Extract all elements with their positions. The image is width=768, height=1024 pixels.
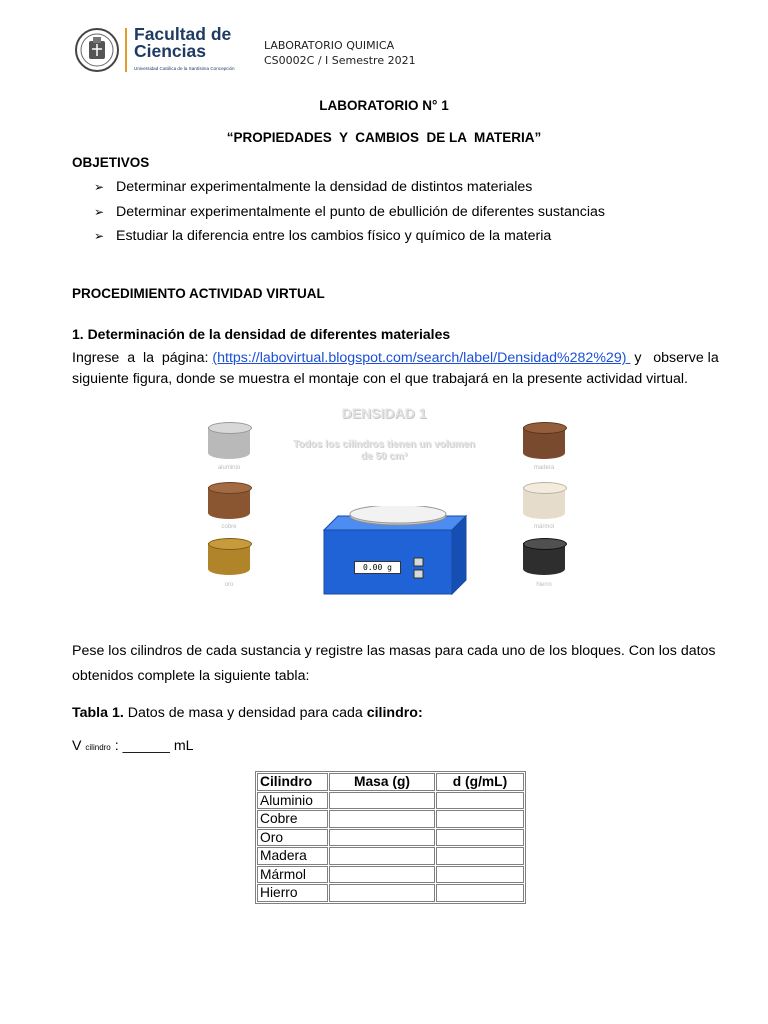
table-row: Madera [257, 847, 524, 865]
section1-intro: Ingrese a la página: (https://labovirtual.blogspot.com/search/label/Densidad%282%29) y observe la [72, 350, 719, 366]
table-header-row [257, 773, 524, 791]
list-item: ➢ Estudiar la diferencia entre los cambios físico y químico de la materia [94, 228, 552, 244]
page-subtitle: “PROPIEDADES Y CAMBIOS DE LA MATERIA” [226, 130, 542, 145]
list-item: ➢ Determinar experimentalmente la densidad de distintos materiales [94, 179, 533, 195]
cylinder-label: aluminio [217, 465, 241, 471]
arrow-bullet-icon: ➢ [94, 204, 105, 219]
column-header: Cilindro [257, 773, 328, 791]
institution-sub: Universidad Católica de la Santísima Concepción [134, 66, 235, 71]
table-row: Aluminio [257, 792, 524, 810]
table-row: Hierro [257, 884, 524, 902]
mass-cell[interactable] [329, 792, 435, 810]
university-seal-icon [74, 24, 120, 76]
table-row: Mármol [257, 866, 524, 884]
scale-display: 0.00 g [354, 561, 401, 574]
column-header: Masa (g) [329, 773, 435, 791]
page-title: LABORATORIO N° 1 [319, 98, 449, 113]
cylinder-label: oro [224, 582, 234, 588]
cylinder-cobre[interactable] [208, 482, 250, 522]
instruction-line1: Pese los cilindros de cada sustancia y registre las masas para cada uno de los bloques. Con los datos [72, 643, 716, 659]
density-cell[interactable] [436, 866, 524, 884]
objectives-list [94, 178, 605, 252]
table-row: Oro [257, 829, 524, 847]
mass-cell[interactable] [329, 847, 435, 865]
digital-scale-icon [320, 506, 470, 596]
column-header: d (g/mL) [436, 773, 524, 791]
list-item: ➢ Determinar experimentalmente el punto de ebullición de diferentes sustancias [94, 203, 605, 220]
density-cell[interactable] [436, 829, 524, 847]
cylinder-label: mármol [533, 524, 554, 530]
density-table [255, 771, 526, 904]
volume-line: V cilindro : ______ mL [72, 738, 194, 754]
figure-caption: Todos los cilindros tienen un volumen de 50 cm³ [292, 439, 476, 462]
mass-cell[interactable] [329, 829, 435, 847]
density-cell[interactable] [436, 884, 524, 902]
course-line-1: LABORATORIO QUIMICA [264, 39, 395, 52]
cylinder-aluminio[interactable] [208, 422, 250, 462]
figure-title: DENSIDAD 1 [341, 405, 427, 421]
cylinder-oro[interactable] [208, 538, 250, 578]
logo-divider [125, 28, 127, 72]
cylinder-label: cobre [221, 524, 237, 530]
cylinder-label: hierro [536, 582, 552, 588]
cylinder-madera[interactable] [523, 422, 565, 462]
institution-name: Facultad de Ciencias [134, 24, 232, 61]
cylinder-marmol[interactable] [523, 482, 565, 522]
table-row: Cobre [257, 810, 524, 828]
arrow-bullet-icon: ➢ [94, 180, 105, 194]
section1-intro-line2: siguiente figura, donde se muestra el montaje con el que trabajará en la presente actividad virtual. [72, 371, 688, 387]
cylinder-hierro[interactable] [523, 538, 565, 578]
arrow-bullet-icon: ➢ [94, 229, 105, 243]
cylinder-label: madera [533, 465, 555, 471]
density-cell[interactable] [436, 810, 524, 828]
section1-heading: 1. Determinación de la densidad de diferentes materiales [72, 326, 451, 342]
instruction-line2: obtenidos complete la siguiente tabla: [72, 668, 310, 684]
objectives-heading: OBJETIVOS [72, 155, 150, 170]
mass-cell[interactable] [329, 866, 435, 884]
density-simulation-figure [180, 398, 588, 598]
procedure-heading: PROCEDIMIENTO ACTIVIDAD VIRTUAL [72, 286, 325, 301]
table-caption: Tabla 1. Datos de masa y densidad para cada cilindro: [72, 705, 423, 721]
mass-cell[interactable] [329, 810, 435, 828]
labovirtual-link[interactable]: (https://labovirtual.blogspot.com/search/label/Densidad%282%29) [212, 350, 631, 366]
course-header [264, 38, 416, 68]
faculty-logo [74, 22, 240, 78]
course-line-2: CS0002C / I Semestre 2021 [264, 54, 416, 67]
density-cell[interactable] [436, 792, 524, 810]
density-cell[interactable] [436, 847, 524, 865]
mass-cell[interactable] [329, 884, 435, 902]
